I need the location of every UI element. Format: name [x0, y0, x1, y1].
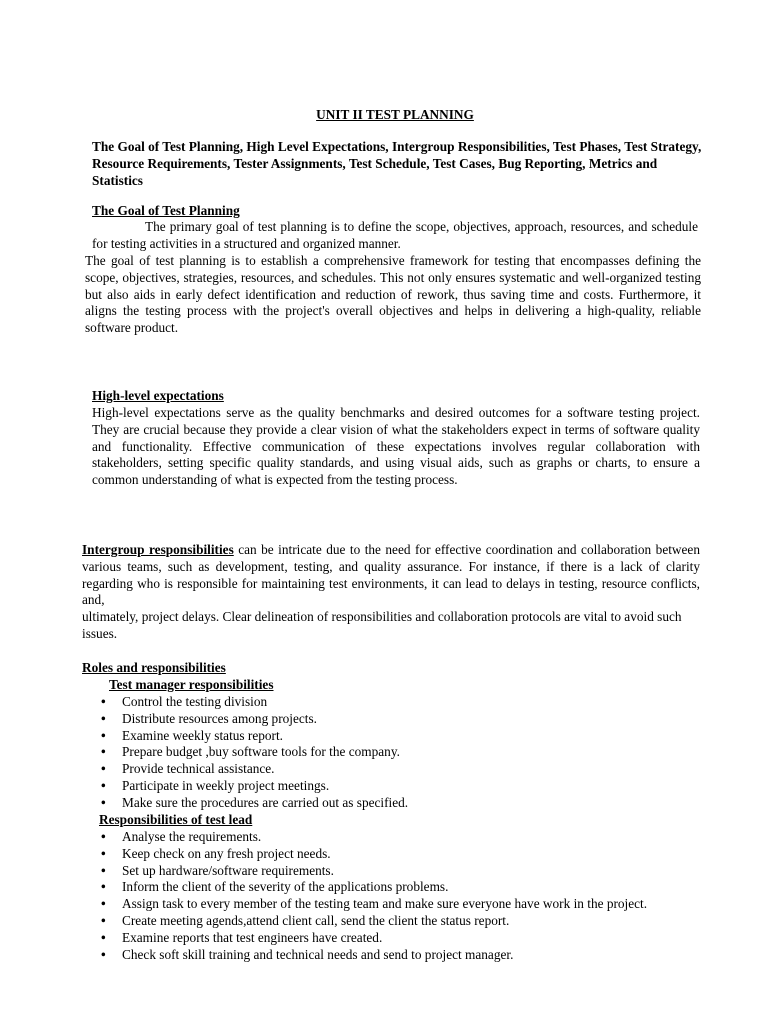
list-item: • Create meeting agends,attend client call, send the client the status report.	[101, 912, 510, 928]
list-item: • Control the testing division	[101, 694, 268, 709]
goal-paragraph-1: The primary goal of test planning is to define the scope, objectives, approach, resources, and schedule for testing activities in a structured and organized manner.	[92, 219, 698, 251]
bullet-glyph: •	[101, 896, 106, 912]
list-item: • Distribute resources among projects.	[101, 710, 317, 726]
test-lead-list	[101, 829, 699, 963]
manager-heading: Test manager responsibilities	[109, 677, 274, 692]
list-item: • Set up hardware/software requirements.	[101, 862, 334, 878]
bullet-glyph: •	[101, 912, 106, 928]
goal-heading: The Goal of Test Planning	[92, 203, 240, 218]
roles-heading: Roles and responsibilities	[82, 660, 226, 675]
list-item: • Provide technical assistance.	[101, 761, 275, 777]
manager-list	[101, 694, 699, 812]
list-item: • Analyse the requirements.	[101, 829, 262, 844]
list-item: • Examine weekly status report.	[101, 727, 283, 743]
list-item: • Keep check on any fresh project needs.	[101, 845, 331, 861]
bullet-glyph: •	[101, 862, 106, 878]
intergroup-paragraph-2: ultimately, project delays. Clear delineation of responsibilities and collaboration protocols are vital to avoid such issues.	[82, 609, 682, 641]
goal-paragraph-2: The goal of test planning is to establish a comprehensive framework for testing that encompasses defining the scope, objectives, strategies, resources, and schedules. This not only ensures systematic and well-organized testing but also aids in early defect identification and reduction of rework, thus saving time and costs. Furthermore, it aligns the testing process with the project's overall objectives and helps in delivering a high-quality, reliable software product.	[85, 253, 701, 336]
list-item: • Assign task to every member of the testing team and make sure everyone have work in the project.	[101, 896, 648, 912]
intergroup-paragraph	[82, 542, 700, 609]
bullet-glyph: •	[101, 946, 106, 962]
list-item: • Inform the client of the severity of the applications problems.	[101, 879, 449, 895]
intergroup-lead: Intergroup responsibilities	[82, 542, 234, 557]
bullet-glyph: •	[101, 694, 106, 709]
bullet-glyph: •	[101, 744, 106, 760]
list-item: • Make sure the procedures are carried out as specified.	[101, 794, 409, 810]
bullet-glyph: •	[101, 761, 106, 777]
list-item: • Check soft skill training and technical needs and send to project manager.	[101, 946, 514, 962]
expectations-heading: High-level expectations	[92, 388, 224, 403]
list-item: • Prepare budget ,buy software tools for the company.	[101, 744, 400, 760]
bullet-glyph: •	[101, 710, 106, 726]
bullet-glyph: •	[101, 879, 106, 895]
topics-summary: The Goal of Test Planning, High Level Expectations, Intergroup Responsibilities, Test Phases, Test Strategy, Resource Requirements, Tester Assignments, Test Schedule, Test Cases, Bug Reporting, Metrics and Statistics	[92, 139, 702, 188]
bullet-glyph: •	[101, 929, 106, 945]
test-lead-heading: Responsibilities of test lead	[99, 812, 253, 827]
bullet-glyph: •	[101, 829, 106, 844]
intergroup-text: can be intricate due to the need for effective coordination and collaboration between various teams, such as development, testing, and quality assurance. For instance, if there is a lack of clarity regarding who is responsible for maintaining test environments, it can lead to delays in testing, resource conflicts, and,	[82, 542, 700, 608]
bullet-glyph: •	[101, 845, 106, 861]
list-item: • Participate in weekly project meetings.	[101, 777, 330, 793]
bullet-glyph: •	[101, 794, 106, 810]
expectations-paragraph: High-level expectations serve as the quality benchmarks and desired outcomes for a software testing project. They are crucial because they provide a clear vision of what the stakeholders expect in terms of software quality and functionality. Effective communication of these expectations involves regular collaboration with stakeholders, setting specific quality standards, and using visual aids, such as graphs or charts, to ensure a common understanding of what is expected from the testing process.	[92, 405, 700, 488]
bullet-glyph: •	[101, 777, 106, 793]
bullet-glyph: •	[101, 727, 106, 743]
list-item: • Examine reports that test engineers have created.	[101, 929, 383, 945]
page-title: UNIT II TEST PLANNING	[316, 107, 474, 122]
